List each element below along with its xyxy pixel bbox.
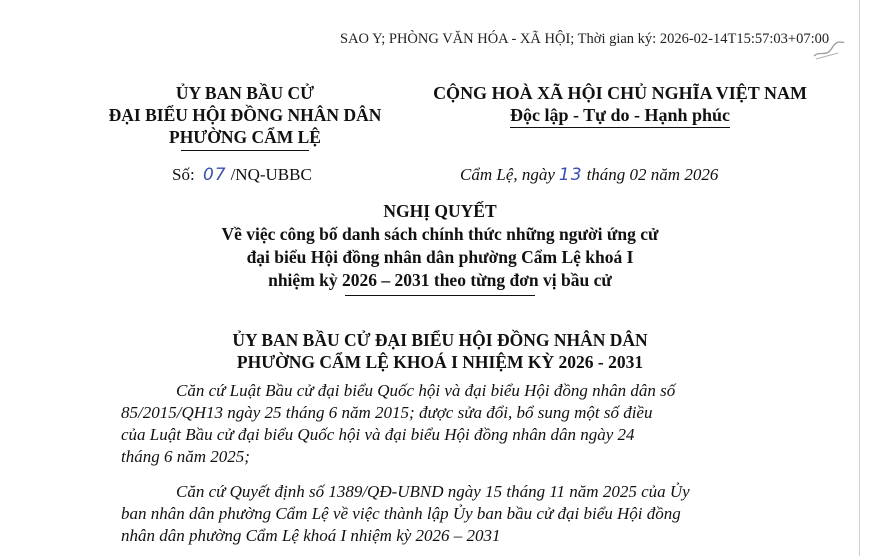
national-header [410, 82, 830, 128]
date-line [460, 165, 718, 185]
authority-line-3: PHƯỜNG CẨM LỆ [169, 127, 321, 147]
date-day-handwritten: 13 [558, 165, 583, 185]
enacting-line-2: PHƯỜNG CẨM LỆ KHOÁ I NHIỆM KỲ 2026 - 2031 [236, 352, 644, 372]
basis-line: Căn cứ Quyết định số 1389/QĐ-UBND ngày 15 tháng 11 năm 2025 của Ủy [176, 482, 690, 501]
authority-line-1: ỦY BAN BẦU CỬ [175, 83, 315, 103]
issuing-authority-header [95, 82, 395, 151]
doc-number-prefix: Số: [172, 165, 195, 184]
date-suffix: tháng 02 năm 2026 [586, 165, 719, 184]
basis-line: của Luật Bầu cử đại biểu Quốc hội và đại biểu Hội đồng nhân dân ngày 24 [121, 425, 635, 444]
basis-line: ban nhân dân phường Cẩm Lệ về việc thành lập Ủy ban bầu cử đại biểu Hội đồng [121, 504, 681, 523]
document-type: NGHỊ QUYẾT [383, 201, 497, 221]
copy-signature-stamp: SAO Y; PHÒNG VĂN HÓA - XÃ HỘI; Thời gian ký: 2026-02-14T15:57:03+07:00 [340, 31, 830, 47]
basis-line: tháng 6 năm 2025; [121, 447, 250, 466]
national-title: CỘNG HOÀ XÃ HỘI CHỦ NGHĨA VIỆT NAM [433, 83, 807, 103]
doc-number-suffix: /NQ-UBBC [230, 165, 312, 184]
national-motto: Độc lập - Tự do - Hạnh phúc [510, 104, 730, 128]
resolution-title [130, 200, 750, 296]
title-line-1: Về việc công bố danh sách chính thức những người ứng cử [221, 224, 659, 244]
document-number [172, 165, 312, 185]
title-line-2: đại biểu Hội đồng nhân dân phường Cẩm Lệ khoá I [246, 247, 634, 267]
basis-line: 85/2015/QH13 ngày 25 tháng 6 năm 2015; được sửa đổi, bổ sung một số điều [121, 403, 653, 422]
enacting-line-1: ỦY BAN BẦU CỬ ĐẠI BIỂU HỘI ĐỒNG NHÂN DÂN [232, 330, 648, 350]
legal-basis-2 [121, 481, 801, 547]
enacting-authority [130, 329, 750, 373]
title-line-3: nhiệm kỳ 2026 – 2031 theo từng đơn vị bầu cử [268, 270, 612, 290]
legal-basis-1 [121, 380, 801, 468]
page-edge [859, 0, 860, 556]
authority-line-2: ĐẠI BIỂU HỘI ĐỒNG NHÂN DÂN [108, 105, 382, 125]
doc-number-handwritten: 07 [202, 165, 227, 185]
title-underline [345, 295, 535, 296]
basis-line: nhân dân phường Cẩm Lệ khoá I nhiệm kỳ 2026 – 2031 [121, 526, 501, 545]
digital-signature-icon [812, 38, 846, 62]
authority-underline [181, 150, 309, 151]
basis-line: Căn cứ Luật Bầu cử đại biểu Quốc hội và đại biểu Hội đồng nhân dân số [176, 381, 676, 400]
date-prefix: Cẩm Lệ, ngày [460, 165, 555, 184]
